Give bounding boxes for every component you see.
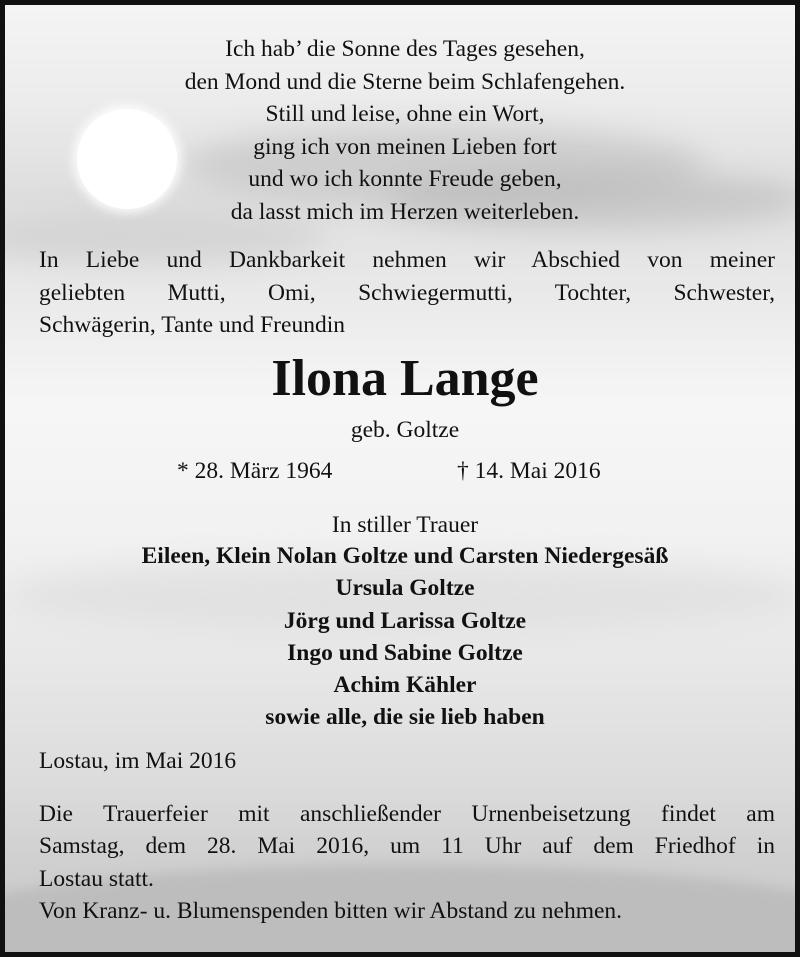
poem-line: und wo ich konnte Freude geben, bbox=[248, 166, 562, 193]
service-line: Lostau statt. bbox=[39, 865, 154, 892]
birth-date: * 28. März 1964 bbox=[177, 458, 333, 484]
poem-line: ging ich von meinen Lieben fort bbox=[253, 133, 557, 160]
intro-line: Schwägerin, Tante und Freundin bbox=[39, 312, 345, 338]
mourner-line: Eileen, Klein Nolan Goltze und Carsten Niedergesäß bbox=[141, 543, 669, 569]
mourner-line: Ursula Goltze bbox=[335, 575, 475, 602]
mourners-list bbox=[5, 540, 800, 734]
intro-line: In Liebe und Dankbarkeit nehmen wir Abschied von meiner bbox=[39, 247, 775, 273]
poem-line: da lasst mich im Herzen weiterleben. bbox=[230, 198, 580, 225]
intro-line: geliebten Mutti, Omi, Schwiegermutti, Tochter, Schwester, bbox=[39, 279, 775, 306]
poem-line: Still und leise, ohne ein Wort, bbox=[265, 101, 545, 128]
poem-line: den Mond und die Sterne beim Schlafengehen. bbox=[184, 68, 626, 95]
place-date: Lostau, im Mai 2016 bbox=[39, 748, 237, 774]
poem-line: Ich hab’ die Sonne des Tages gesehen, bbox=[225, 36, 585, 62]
mourner-line: Jörg und Larissa Goltze bbox=[283, 607, 527, 634]
poem bbox=[5, 33, 800, 229]
deceased-name: Ilona Lange bbox=[271, 350, 539, 407]
maiden-name: geb. Goltze bbox=[350, 417, 460, 443]
service-line: Die Trauerfeier mit anschließender Urnenbeisetzung findet am bbox=[39, 801, 775, 827]
service-line: Samstag, dem 28. Mai 2016, um 11 Uhr auf dem Friedhof in bbox=[39, 833, 775, 860]
service-info bbox=[39, 798, 775, 927]
mourner-line: sowie alle, die sie lieb haben bbox=[265, 704, 545, 731]
mourner-line: Achim Kähler bbox=[333, 672, 477, 699]
mourner-line: Ingo und Sabine Goltze bbox=[287, 639, 523, 666]
death-date: † 14. Mai 2016 bbox=[457, 458, 601, 484]
intro-text bbox=[39, 244, 775, 342]
service-line: Von Kranz- u. Blumenspenden bitten wir Abstand zu nehmen. bbox=[39, 897, 623, 924]
mourning-heading: In stiller Trauer bbox=[331, 512, 479, 538]
